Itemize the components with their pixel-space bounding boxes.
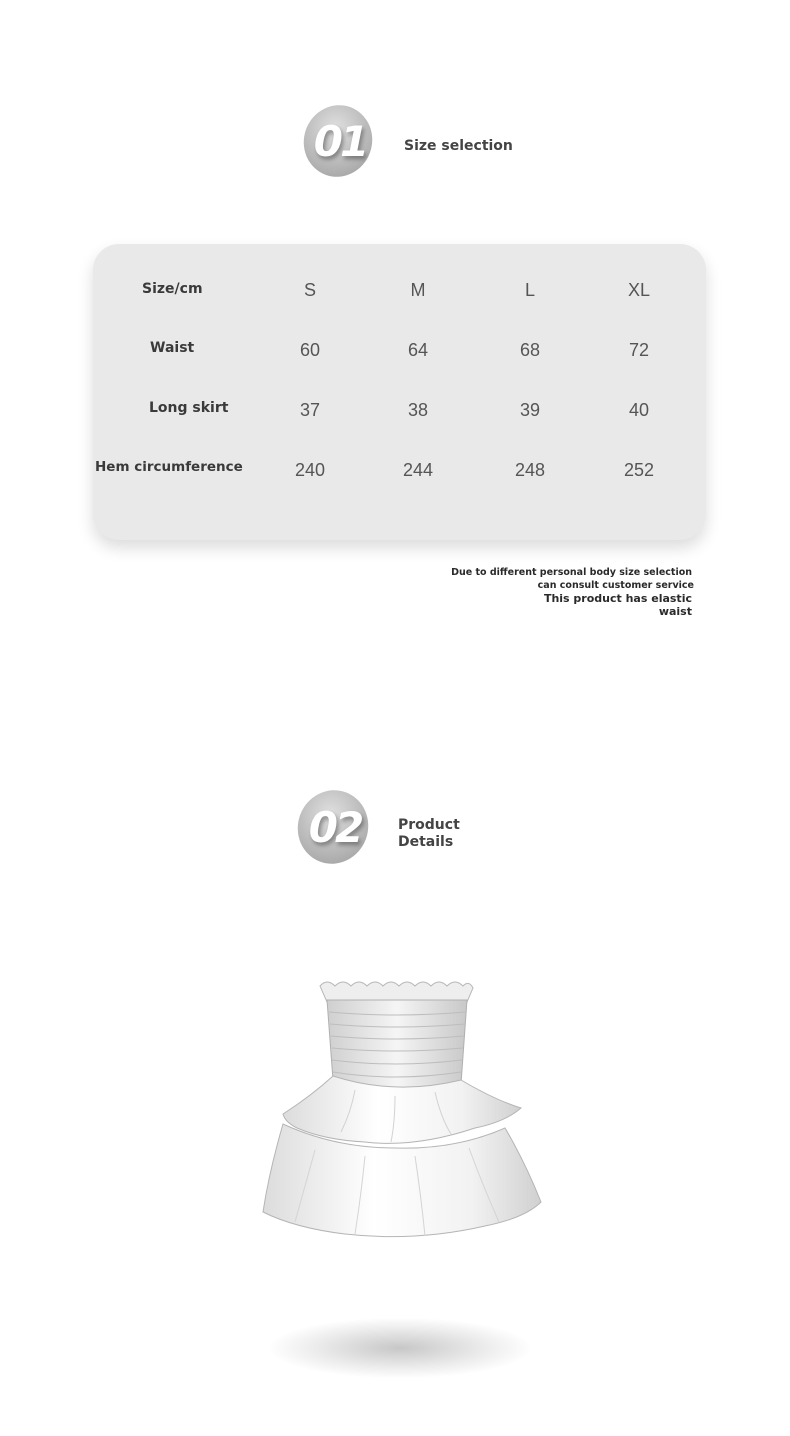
waist-xl: 72 bbox=[628, 340, 650, 360]
note-line: Due to different personal body size selection bbox=[451, 567, 692, 578]
section-number-badge-01 bbox=[300, 103, 380, 179]
skirt-illustration bbox=[255, 972, 555, 1252]
section-title-line: Product bbox=[398, 817, 460, 833]
product-shadow bbox=[270, 1318, 530, 1378]
row-label-hem-circumference: Hem circumference bbox=[95, 459, 243, 475]
section-title-product-details bbox=[398, 817, 460, 851]
size-header-s: S bbox=[303, 280, 316, 300]
size-header-label: Size/cm bbox=[142, 281, 203, 297]
waist-m: 64 bbox=[407, 340, 429, 360]
size-header-m: M bbox=[410, 280, 426, 300]
long-skirt-xl: 40 bbox=[628, 400, 650, 420]
row-label-long-skirt: Long skirt bbox=[149, 400, 229, 416]
long-skirt-m: 38 bbox=[407, 400, 429, 420]
note-line: can consult customer service bbox=[537, 580, 694, 591]
hem-l: 248 bbox=[514, 460, 546, 480]
product-image-skirt bbox=[255, 972, 555, 1256]
note-line: This product has elastic bbox=[543, 592, 692, 605]
row-label-waist: Waist bbox=[150, 340, 195, 356]
section-number: 02 bbox=[308, 802, 362, 852]
section-number-badge-02 bbox=[293, 788, 377, 866]
section-title-size-selection: Size selection bbox=[404, 138, 513, 154]
waist-s: 60 bbox=[299, 340, 321, 360]
hem-s: 240 bbox=[294, 460, 326, 480]
hem-m: 244 bbox=[402, 460, 434, 480]
size-note bbox=[451, 566, 692, 618]
section-title-line: Details bbox=[398, 834, 454, 850]
long-skirt-l: 39 bbox=[519, 400, 541, 420]
section-number: 01 bbox=[313, 116, 367, 166]
note-line: waist bbox=[658, 605, 692, 618]
hem-xl: 252 bbox=[623, 460, 655, 480]
size-header-l: L bbox=[524, 280, 535, 300]
waist-l: 68 bbox=[519, 340, 541, 360]
long-skirt-s: 37 bbox=[299, 400, 321, 420]
size-header-xl: XL bbox=[627, 280, 651, 300]
